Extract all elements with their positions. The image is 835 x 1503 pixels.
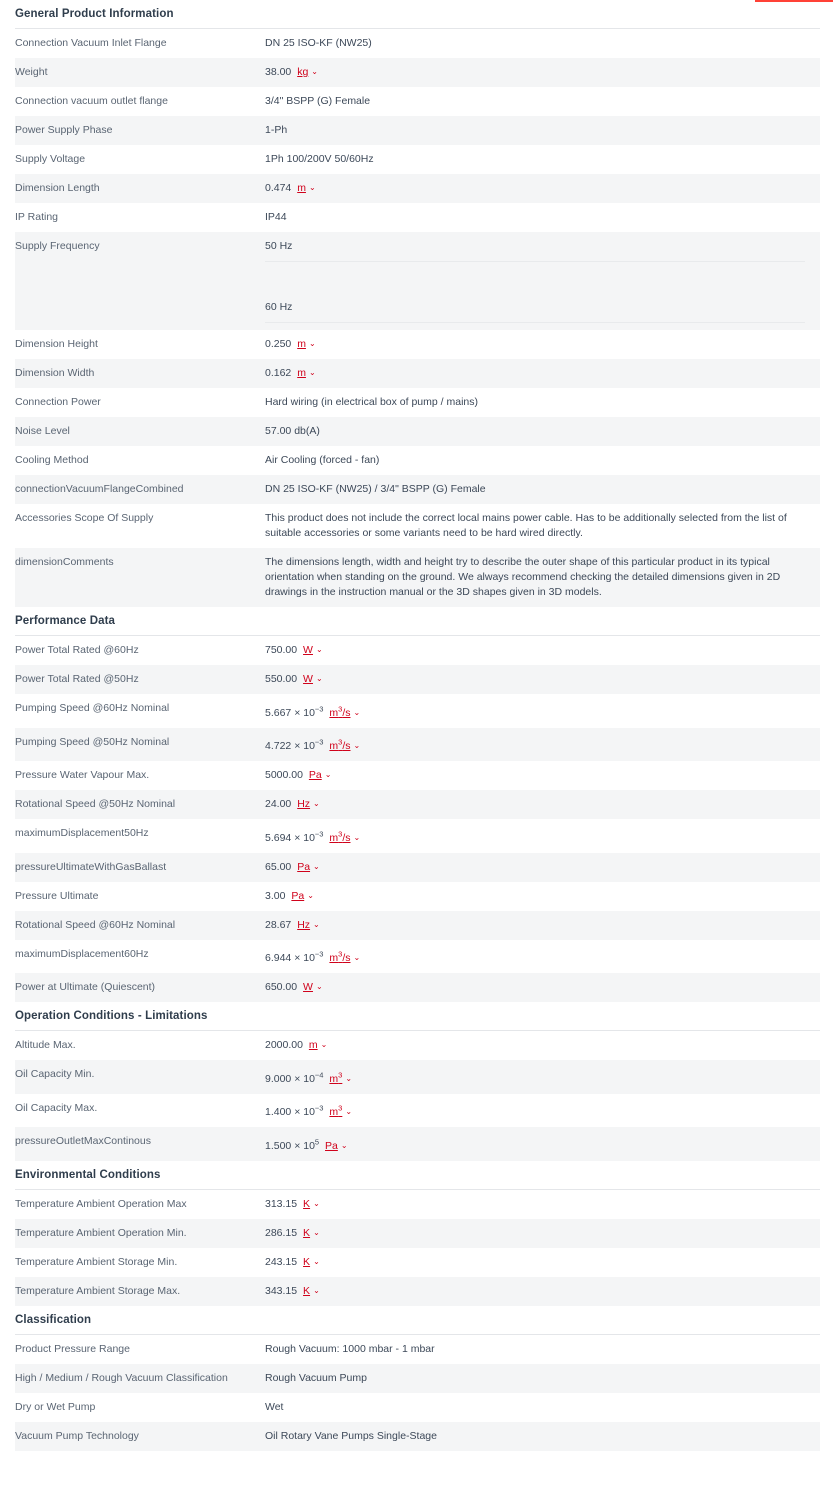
- spec-label: Cooling Method: [15, 454, 89, 466]
- spec-label: Dry or Wet Pump: [15, 1400, 96, 1413]
- table-row: [15, 330, 820, 359]
- table-row: [15, 1031, 820, 1061]
- spec-value: [265, 330, 820, 359]
- spec-value: [265, 1248, 820, 1277]
- table-row: [15, 145, 820, 174]
- unit-selector[interactable]: K: [303, 1197, 311, 1210]
- spec-value-text: Hard wiring (in electrical box of pump / mains): [265, 396, 478, 408]
- unit-selector[interactable]: Pa: [297, 860, 311, 873]
- spec-label: Rotational Speed @50Hz Nominal: [15, 798, 176, 810]
- spec-label: pressureOutletMaxContinous: [15, 1135, 151, 1147]
- spec-value-text: DN 25 ISO-KF (NW25) / 3/4" BSPP (G) Female: [265, 483, 486, 495]
- spec-value: [265, 1277, 820, 1306]
- spec-section: [15, 1161, 820, 1306]
- unit-selector[interactable]: m: [308, 1039, 318, 1051]
- spec-value: [265, 665, 820, 694]
- spec-label: dimensionComments: [15, 556, 114, 568]
- chevron-down-icon[interactable]: ⌄: [353, 832, 361, 842]
- spec-table: [15, 1030, 820, 1161]
- spec-value: [265, 548, 820, 607]
- spec-value-text: DN 25 ISO-KF (NW25): [265, 37, 372, 49]
- spec-value: [265, 1094, 820, 1128]
- list-item: 60 Hz: [265, 300, 805, 323]
- table-row: [15, 1189, 820, 1219]
- chevron-down-icon[interactable]: ⌄: [324, 770, 332, 779]
- spec-value: [265, 1031, 820, 1061]
- table-row: [15, 1334, 820, 1364]
- spec-label: Temperature Ambient Storage Max.: [15, 1284, 181, 1297]
- spec-value-number: 0.474: [265, 182, 292, 194]
- spec-label: Temperature Ambient Storage Min.: [15, 1255, 178, 1268]
- unit-selector[interactable]: W: [303, 644, 313, 656]
- table-row: [15, 1364, 820, 1393]
- unit-selector[interactable]: K: [303, 1255, 311, 1268]
- spec-label: Power Total Rated @50Hz: [15, 673, 139, 685]
- table-row: [15, 1393, 820, 1422]
- spec-label: Rotational Speed @60Hz Nominal: [15, 918, 176, 931]
- spec-value: [265, 1189, 820, 1219]
- spec-value-number: 750.00: [265, 644, 298, 656]
- top-accent-bar: [755, 0, 833, 2]
- table-row: [15, 761, 820, 790]
- spec-value-number: $6.944 \times 10^{-3}$: [265, 949, 324, 964]
- spec-value-number: $4.722 \times 10^{-3}$: [265, 737, 324, 752]
- spec-label: Supply Voltage: [15, 153, 86, 165]
- spec-value-number: 286.15: [265, 1226, 298, 1239]
- chevron-down-icon[interactable]: ⌄: [313, 919, 320, 929]
- spec-value: [265, 1393, 820, 1422]
- spec-value: [265, 1334, 820, 1364]
- table-row: [15, 694, 820, 728]
- spec-value: [265, 790, 820, 819]
- spec-value: [265, 911, 820, 940]
- spec-value: [265, 87, 820, 116]
- section-title: Classification: [15, 1313, 92, 1326]
- spec-label: IP Rating: [15, 211, 58, 223]
- spec-value-text: The dimensions length, width and height try to describe the outer shape of this particular product in its typical orientation when standing on the ground. We always recommend checking the detailed dimensions given in 2D drawings in the instruction manual or the 3D shapes given in 3D models.: [265, 556, 781, 598]
- unit-selector[interactable]: kg: [297, 66, 309, 78]
- unit-selector[interactable]: m: [297, 338, 306, 350]
- spec-label: Dimension Width: [15, 367, 95, 379]
- spec-label: High / Medium / Rough Vacuum Classification: [15, 1371, 228, 1384]
- spec-label: maximumDisplacement60Hz: [15, 947, 149, 960]
- unit-selector[interactable]: K: [303, 1226, 311, 1239]
- spec-label: Power Supply Phase: [15, 124, 113, 136]
- unit-selector[interactable]: $m^3/s$: [329, 704, 351, 719]
- spec-value-text: 1Ph 100/200V 50/60Hz: [265, 153, 374, 165]
- spec-label: Pressure Ultimate: [15, 889, 99, 902]
- spec-label: Dimension Length: [15, 182, 100, 194]
- spec-value-number: 65.00: [265, 860, 292, 873]
- chevron-down-icon[interactable]: ⌄: [340, 1140, 348, 1150]
- spec-value-number: $9.000 \times 10^{-4}$: [265, 1070, 324, 1085]
- unit-selector[interactable]: Hz: [297, 918, 311, 931]
- spec-label: Pumping Speed @50Hz Nominal: [15, 735, 170, 748]
- spec-value: [265, 359, 820, 388]
- unit-selector[interactable]: $m^3$: [329, 1103, 343, 1118]
- spec-value: [265, 388, 820, 417]
- spec-value: [265, 174, 820, 203]
- chevron-down-icon[interactable]: ⌄: [308, 339, 316, 348]
- spec-value-text: Wet: [265, 1400, 284, 1413]
- spec-value-number: 650.00: [265, 981, 298, 993]
- spec-value: [265, 446, 820, 475]
- spec-label: Connection vacuum outlet flange: [15, 95, 168, 107]
- chevron-down-icon[interactable]: ⌄: [315, 674, 323, 683]
- table-row: [15, 636, 820, 666]
- chevron-down-icon[interactable]: ⌄: [313, 1285, 320, 1295]
- table-row: [15, 29, 820, 59]
- spec-value-number: 0.250: [265, 338, 292, 350]
- table-row: [15, 1094, 820, 1128]
- spec-label: Temperature Ambient Operation Max: [15, 1197, 187, 1210]
- spec-value: [265, 58, 820, 87]
- spec-value-number: 2000.00: [265, 1039, 303, 1051]
- chevron-down-icon[interactable]: ⌄: [313, 1227, 320, 1237]
- unit-selector[interactable]: K: [303, 1284, 311, 1297]
- spec-value-number: 343.15: [265, 1284, 298, 1297]
- spec-value-number: 313.15: [265, 1197, 298, 1210]
- chevron-down-icon[interactable]: ⌄: [308, 183, 316, 192]
- unit-selector[interactable]: $m^3/s$: [329, 949, 351, 964]
- spec-value-number: 28.67: [265, 918, 292, 931]
- chevron-down-icon[interactable]: ⌄: [315, 645, 323, 654]
- unit-selector[interactable]: W: [303, 673, 313, 685]
- section-title: Performance Data: [15, 615, 116, 627]
- spec-label: Noise Level: [15, 425, 70, 437]
- table-row: [15, 548, 820, 607]
- section-title: Operation Conditions - Limitations: [15, 1010, 208, 1022]
- spec-section: [15, 1002, 820, 1161]
- spec-value: [265, 819, 820, 853]
- table-row: [15, 504, 820, 548]
- spec-value-number: 0.162: [265, 367, 292, 379]
- spec-value-number: 38.00: [265, 66, 292, 78]
- chevron-down-icon[interactable]: ⌄: [345, 1107, 353, 1116]
- table-row: [15, 116, 820, 145]
- spec-value-number: 24.00: [265, 798, 292, 810]
- spec-value: [265, 145, 820, 174]
- spec-label: Pressure Water Vapour Max.: [15, 769, 150, 781]
- table-row: [15, 819, 820, 853]
- spec-value-number: $1.400 \times 10^{-3}$: [265, 1103, 324, 1118]
- spec-value: [265, 1364, 820, 1393]
- spec-value: [265, 232, 820, 330]
- table-row: [15, 973, 820, 1002]
- table-row: [15, 1277, 820, 1306]
- unit-selector[interactable]: $m^3/s$: [329, 737, 351, 752]
- section-title: Environmental Conditions: [15, 1168, 161, 1181]
- chevron-down-icon[interactable]: ⌄: [313, 1256, 320, 1266]
- spec-value-list: [265, 239, 805, 323]
- spec-value-text: 1-Ph: [265, 124, 288, 136]
- table-row: [15, 1060, 820, 1094]
- spec-value-text: IP44: [265, 211, 287, 223]
- spec-value-text: This product does not include the correct local mains power cable. Has to be additionally selected from the list of suitable accessories or some variants need to be hard wired directly.: [265, 512, 787, 539]
- unit-selector[interactable]: $m^3$: [329, 1070, 343, 1085]
- unit-selector[interactable]: m: [297, 182, 306, 194]
- spec-value-text: Air Cooling (forced - fan): [265, 454, 380, 466]
- unit-selector[interactable]: $m^3/s$: [329, 829, 351, 844]
- table-row: [15, 853, 820, 882]
- spec-section: [15, 0, 820, 607]
- unit-selector[interactable]: m: [297, 367, 306, 379]
- spec-value: [265, 116, 820, 145]
- spec-value: [265, 761, 820, 790]
- spec-value-text: Rough Vacuum Pump: [265, 1371, 367, 1384]
- spec-table: [15, 28, 820, 607]
- spec-value: [265, 940, 820, 974]
- spec-value-text: 3/4" BSPP (G) Female: [265, 95, 371, 107]
- chevron-down-icon[interactable]: ⌄: [315, 982, 323, 991]
- spec-value: [265, 973, 820, 1002]
- spec-label: Connection Vacuum Inlet Flange: [15, 37, 167, 49]
- spec-value: [265, 29, 820, 59]
- spec-section: [15, 607, 820, 1002]
- spec-value-text: Oil Rotary Vane Pumps Single-Stage: [265, 1429, 437, 1442]
- table-row: [15, 359, 820, 388]
- section-title: General Product Information: [15, 8, 174, 20]
- spec-section: [15, 1306, 820, 1451]
- spec-label: Temperature Ambient Operation Min.: [15, 1226, 187, 1239]
- spec-table: [15, 1334, 820, 1451]
- spec-label: Oil Capacity Max.: [15, 1101, 98, 1114]
- spec-label: Connection Power: [15, 396, 101, 408]
- table-row: [15, 882, 820, 911]
- spec-label: Power Total Rated @60Hz: [15, 644, 139, 656]
- table-row: [15, 446, 820, 475]
- spec-value: [265, 203, 820, 232]
- spec-table: [15, 1189, 820, 1306]
- table-row: [15, 87, 820, 116]
- spec-value: [265, 417, 820, 446]
- chevron-down-icon[interactable]: ⌄: [345, 1073, 353, 1083]
- spec-label: Oil Capacity Min.: [15, 1068, 95, 1080]
- table-row: [15, 475, 820, 504]
- table-row: [15, 388, 820, 417]
- table-row: [15, 58, 820, 87]
- spec-label: maximumDisplacement50Hz: [15, 827, 149, 839]
- unit-selector[interactable]: W: [303, 981, 313, 993]
- chevron-down-icon[interactable]: ⌄: [353, 707, 361, 717]
- spec-value: [265, 694, 820, 728]
- spec-value: [265, 636, 820, 666]
- table-row: [15, 665, 820, 694]
- spec-label: connectionVacuumFlangeCombined: [15, 483, 184, 495]
- chevron-down-icon[interactable]: ⌄: [308, 368, 316, 377]
- unit-selector[interactable]: Pa: [325, 1139, 338, 1152]
- spec-value: [265, 882, 820, 911]
- spec-label: Supply Frequency: [15, 240, 100, 252]
- spec-value-number: 550.00: [265, 673, 298, 685]
- spec-label: Weight: [15, 66, 48, 78]
- list-item: 50 Hz: [265, 239, 805, 262]
- spec-value-number: 243.15: [265, 1255, 298, 1268]
- spec-value: [265, 853, 820, 882]
- spec-label: Pumping Speed @60Hz Nominal: [15, 702, 170, 714]
- spec-label: Product Pressure Range: [15, 1342, 130, 1355]
- table-row: [15, 1248, 820, 1277]
- chevron-down-icon[interactable]: ⌄: [313, 1198, 320, 1208]
- table-row: [15, 728, 820, 762]
- spec-value-number: 5000.00: [265, 769, 303, 781]
- table-row: [15, 1422, 820, 1451]
- table-row: [15, 940, 820, 974]
- spec-value: [265, 1127, 820, 1161]
- chevron-down-icon[interactable]: ⌄: [313, 799, 320, 808]
- unit-selector[interactable]: Pa: [291, 889, 305, 902]
- spec-label: Accessories Scope Of Supply: [15, 512, 154, 524]
- spec-label: Vacuum Pump Technology: [15, 1429, 139, 1442]
- chevron-down-icon[interactable]: ⌄: [313, 861, 320, 871]
- chevron-down-icon[interactable]: ⌄: [353, 953, 361, 962]
- spec-value-number: $5.694 \times 10^{-3}$: [265, 829, 324, 844]
- spec-value-number: 3.00: [265, 889, 286, 902]
- chevron-down-icon[interactable]: ⌄: [320, 1040, 328, 1049]
- spec-value: [265, 1422, 820, 1451]
- spec-value: [265, 728, 820, 762]
- table-row: [15, 1219, 820, 1248]
- specification-sections: [15, 0, 820, 1451]
- table-row: [15, 232, 820, 330]
- chevron-down-icon[interactable]: ⌄: [353, 741, 361, 750]
- spec-value: [265, 1060, 820, 1094]
- spec-table: [15, 635, 820, 1002]
- table-row: [15, 174, 820, 203]
- chevron-down-icon[interactable]: ⌄: [307, 890, 314, 900]
- table-row: [15, 203, 820, 232]
- spec-label: Power at Ultimate (Quiescent): [15, 981, 156, 993]
- spec-value: [265, 475, 820, 504]
- spec-value: [265, 504, 820, 548]
- spec-value-number: $5.667 \times 10^{-3}$: [265, 704, 324, 719]
- table-row: [15, 1127, 820, 1161]
- spec-label: Altitude Max.: [15, 1039, 76, 1051]
- unit-selector[interactable]: Pa: [308, 769, 322, 781]
- spec-value: [265, 1219, 820, 1248]
- table-row: [15, 790, 820, 819]
- table-row: [15, 911, 820, 940]
- chevron-down-icon[interactable]: ⌄: [311, 67, 318, 76]
- unit-selector[interactable]: Hz: [297, 798, 311, 810]
- spec-label: pressureUltimateWithGasBallast: [15, 860, 167, 873]
- spec-value-number: $1.500 \times 10^5$: [265, 1137, 320, 1152]
- spec-label: Dimension Height: [15, 338, 98, 350]
- table-row: [15, 417, 820, 446]
- spec-value-text: 57.00 db(A): [265, 425, 320, 437]
- spec-value-text: Rough Vacuum: 1000 mbar - 1 mbar: [265, 1342, 435, 1355]
